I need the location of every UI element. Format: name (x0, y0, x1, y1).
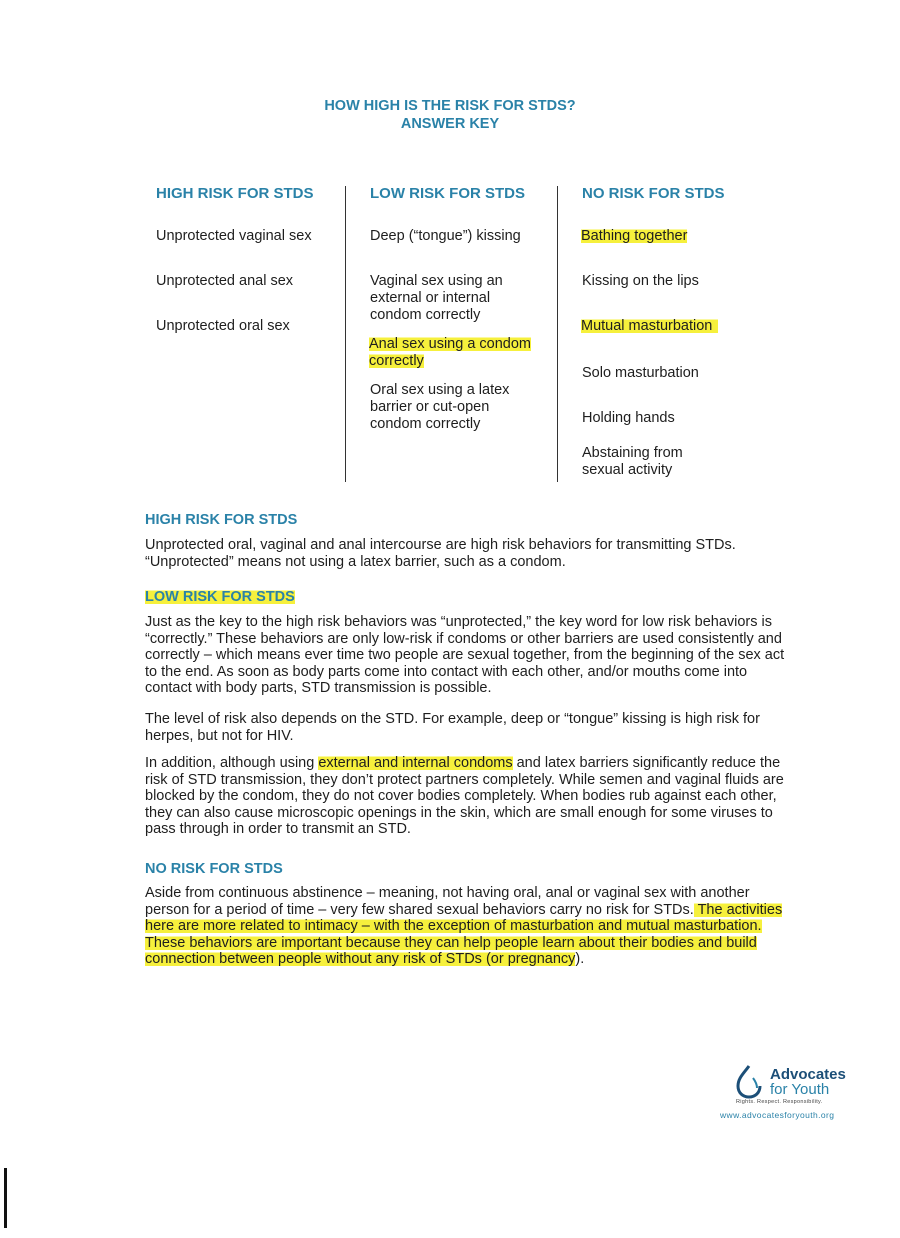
no-risk-item (582, 410, 675, 427)
low-risk-item-line: correctly (369, 353, 424, 369)
low-risk-item (370, 228, 521, 245)
no-risk-paragraph-end: ). (575, 951, 585, 968)
low-risk-item-line: barrier or cut-open (370, 399, 490, 415)
low-risk-item-highlighted (369, 336, 531, 370)
no-risk-item (582, 273, 699, 290)
no-risk-item-line: Solo masturbation (582, 365, 699, 381)
page-title-line-2: ANSWER KEY (400, 116, 500, 132)
low-risk-paragraph-3 (145, 755, 795, 838)
high-risk-section-heading: HIGH RISK FOR STDS (145, 512, 298, 528)
no-risk-item (582, 445, 683, 479)
advocates-for-youth-logo (718, 1060, 858, 1130)
no-risk-column-heading: NO RISK FOR STDS (582, 185, 725, 202)
low-risk-item-line: external or internal (370, 290, 491, 306)
no-risk-item-line: Abstaining from (582, 445, 683, 461)
high-risk-item: Unprotected vaginal sex (156, 228, 312, 244)
low-risk-paragraph-3-end: and latex barriers significantly reduce the risk of STD transmission, they don’t protect partners completely. While semen and vaginal fluids are blocked by the condom, they do not cover bodies completely. When bodies rub against each other, they can also cause microscopic openings in the skin, which are small enough for some viruses to pass through in order to transmit an STD. (145, 755, 784, 838)
low-risk-item (370, 382, 509, 433)
no-risk-paragraph-highlight: The activities here are more related to intimacy – with the exception of masturbation and mutual masturbation. These behaviors are important because they can help people learn about their bodies and build connection between people without any risk of STDs (or pregnancy (145, 901, 783, 968)
high-risk-paragraph: Unprotected oral, vaginal and anal intercourse are high risk behaviors for transmitting STDs. “Unprotected” means not using a latex barrier, such as a condom. (145, 537, 736, 570)
no-risk-item-line: Holding hands (582, 410, 675, 426)
column-divider-1 (345, 186, 346, 482)
no-risk-item-line: sexual activity (582, 462, 673, 478)
scan-edge-mark (4, 1168, 7, 1228)
low-risk-item-line: Anal sex using a condom (369, 336, 532, 352)
low-risk-item (370, 273, 503, 324)
low-risk-section-heading (145, 588, 295, 606)
low-risk-paragraph-3-start: In addition, although using (145, 755, 319, 771)
logo-name-line-2: for Youth (770, 1081, 830, 1098)
low-risk-column-heading: LOW RISK FOR STDS (370, 185, 525, 202)
low-risk-item-line: Oral sex using a latex (370, 382, 510, 398)
low-risk-paragraph-3-highlight: external and internal condoms (318, 755, 513, 771)
page-title (0, 97, 900, 133)
low-risk-item-line: condom correctly (370, 416, 481, 432)
no-risk-item (582, 365, 699, 382)
low-risk-item-line: Deep (“tongue”) kissing (370, 228, 521, 244)
high-risk-column-heading: HIGH RISK FOR STDS (156, 185, 314, 202)
no-risk-paragraph (145, 885, 795, 968)
no-risk-section-heading: NO RISK FOR STDS (145, 861, 283, 877)
no-risk-item-line: Bathing together (581, 228, 688, 244)
low-risk-item-line: condom correctly (370, 307, 481, 323)
no-risk-item-line: Kissing on the lips (582, 273, 699, 289)
low-risk-item-line: Vaginal sex using an (370, 273, 503, 289)
low-risk-section-heading-text: LOW RISK FOR STDS (145, 589, 295, 605)
page-title-line-1: HOW HIGH IS THE RISK FOR STDS? (324, 98, 576, 114)
column-divider-2 (557, 186, 558, 482)
logo-tagline: Rights. Respect. Responsibility. (736, 1099, 823, 1105)
no-risk-paragraph-start: Aside from continuous abstinence – meaning, not having oral, anal or vaginal sex with another person for a period of time – very few shared sexual behaviors carry no risk for STDs. (145, 885, 750, 918)
no-risk-item-highlighted (581, 228, 687, 245)
low-risk-paragraph-2: The level of risk also depends on the STD. For example, deep or “tongue” kissing is high risk for herpes, but not for HIV. (145, 711, 760, 744)
no-risk-item-highlighted (581, 318, 718, 335)
high-risk-item: Unprotected oral sex (156, 318, 290, 334)
logo-url: www.advocatesforyouth.org (720, 1110, 835, 1120)
low-risk-paragraph-1: Just as the key to the high risk behaviors was “unprotected,” the key word for low risk behaviors is “correctly.” These behaviors are only low-risk if condoms or other barriers are used consistently and correctly – which means ever time two people are sexual together, from the beginning of the sex act to the end. As soon as body parts come into contact with each other, and/or mouths come into contact with body parts, STD transmission is possible. (145, 614, 785, 697)
logo-name-line-1: Advocates (770, 1066, 846, 1083)
no-risk-item-line: Mutual masturbation (581, 318, 718, 334)
water-drop-icon (732, 1064, 766, 1100)
high-risk-item: Unprotected anal sex (156, 273, 294, 289)
